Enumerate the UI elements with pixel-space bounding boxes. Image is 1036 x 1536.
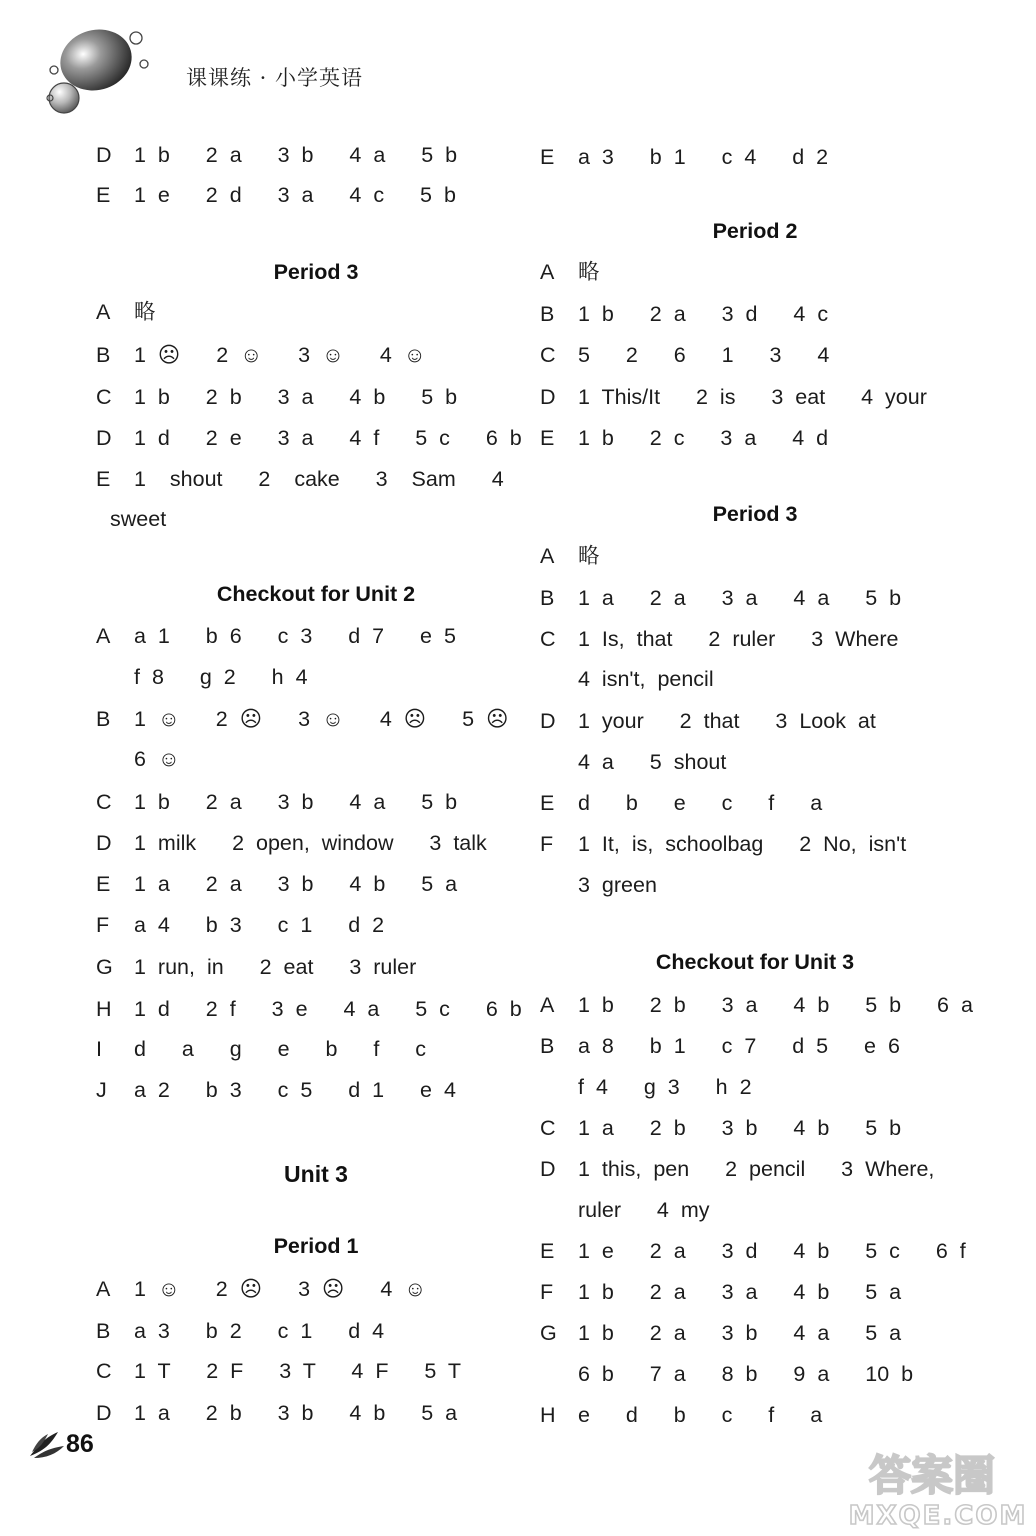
exercise-letter: H <box>96 997 112 1021</box>
answer-text: 3 green <box>578 873 657 897</box>
answer-text: 6 b 7 a 8 b 9 a 10 b <box>578 1362 914 1386</box>
answer-line <box>96 341 426 369</box>
exercise-letter: A <box>540 260 555 284</box>
answer-text: 4 isn't, pencil <box>578 667 714 691</box>
svg-text:答案圈: 答案圈 <box>868 1451 996 1500</box>
answer-line <box>540 748 726 776</box>
exercise-letter: D <box>540 1157 556 1181</box>
answer-line <box>96 1076 456 1104</box>
answer-text: f 8 g 2 h 4 <box>134 665 308 689</box>
answer-line <box>540 1155 934 1183</box>
answer-text: 1 d 2 e 3 a 4 f 5 c 6 b <box>134 426 522 450</box>
answer-line <box>540 665 714 693</box>
answer-text: 1 your 2 that 3 Look at <box>578 709 876 733</box>
answer-line <box>96 1035 426 1063</box>
answer-text: 1 ☺ 2 ☹ 3 ☺ 4 ☹ 5 ☹ <box>134 707 509 731</box>
exercise-letter: D <box>96 1401 112 1425</box>
exercise-letter: H <box>540 1403 556 1427</box>
leaf-ornament-icon <box>28 1428 68 1460</box>
exercise-letter: G <box>96 955 113 979</box>
exercise-letter: F <box>540 832 554 856</box>
answer-line <box>540 830 906 858</box>
answer-line <box>540 1278 901 1306</box>
exercise-letter: B <box>540 1034 555 1058</box>
answer-text: d a g e b f c <box>134 1037 427 1061</box>
answer-text: 5 2 6 1 3 4 <box>578 343 830 367</box>
answer-text: 1 e 2 d 3 a 4 c 5 b <box>134 183 456 207</box>
answer-line <box>540 1032 900 1060</box>
answer-line <box>540 1237 966 1265</box>
exercise-letter: C <box>96 385 112 409</box>
exercise-letter: D <box>96 831 112 855</box>
exercise-letter: E <box>96 183 111 207</box>
answer-line <box>540 424 828 452</box>
answer-line <box>540 871 657 899</box>
exercise-letter: D <box>540 385 556 409</box>
pebbles-logo-icon <box>44 14 164 118</box>
answer-line <box>540 625 899 653</box>
answer-text: f 4 g 3 h 2 <box>578 1075 752 1099</box>
section-heading: Period 3 <box>712 502 798 526</box>
exercise-letter: C <box>540 343 556 367</box>
answer-line <box>96 298 156 326</box>
exercise-letter: B <box>540 586 555 610</box>
section-heading: Period 2 <box>712 219 798 243</box>
answer-text: d b e c f a <box>578 791 823 815</box>
exercise-letter: C <box>540 627 556 651</box>
answer-line <box>96 1275 426 1303</box>
answer-text: 1 a 2 b 3 b 4 b 5 a <box>134 1401 458 1425</box>
answer-line <box>540 300 828 328</box>
section-heading: Period 3 <box>273 260 359 284</box>
answer-line <box>96 705 508 733</box>
answer-line <box>540 383 927 411</box>
answer-text: a 4 b 3 c 1 d 2 <box>134 913 385 937</box>
answer-text: 1 b 2 a 3 d 4 c <box>578 302 829 326</box>
exercise-letter: D <box>96 426 112 450</box>
exercise-letter: C <box>96 1359 112 1383</box>
answer-line <box>540 789 822 817</box>
section-heading: Checkout for Unit 2 <box>216 582 416 606</box>
answer-line <box>540 1401 822 1429</box>
answer-text: 1 This/It 2 is 3 eat 4 your <box>578 385 927 409</box>
section-heading: Checkout for Unit 3 <box>655 950 855 974</box>
answer-line <box>96 745 180 773</box>
answer-text: 略 <box>578 260 600 284</box>
section-heading: Unit 3 <box>284 1161 348 1187</box>
answer-line <box>96 383 457 411</box>
exercise-letter: G <box>540 1321 557 1345</box>
answer-text: 1 T 2 F 3 T 4 F 5 T <box>134 1359 462 1383</box>
answer-line <box>96 953 416 981</box>
answer-text: 1 b 2 a 3 b 4 a 5 b <box>134 790 458 814</box>
svg-text:MXQE.COM: MXQE.COM <box>848 1501 1028 1530</box>
answer-text: a 3 b 1 c 4 d 2 <box>578 145 829 169</box>
answer-text: 1 a 2 a 3 b 4 b 5 a <box>134 872 458 896</box>
answer-line <box>96 995 522 1023</box>
exercise-letter: A <box>96 624 111 648</box>
answer-line <box>540 542 600 570</box>
answer-line <box>96 1357 461 1385</box>
exercise-letter: B <box>96 1319 111 1343</box>
exercise-letter: A <box>96 300 111 324</box>
exercise-letter: E <box>540 145 555 169</box>
answer-text: 1 b 2 a 3 b 4 a 5 a <box>578 1321 902 1345</box>
section-heading: Period 1 <box>273 1234 359 1258</box>
answer-line <box>96 870 457 898</box>
answer-text: 1 ☹ 2 ☺ 3 ☺ 4 ☺ <box>134 343 426 367</box>
answer-line <box>96 505 166 533</box>
answer-text: a 1 b 6 c 3 d 7 e 5 <box>134 624 456 648</box>
exercise-letter: D <box>540 709 556 733</box>
exercise-letter: A <box>540 993 555 1017</box>
exercise-letter: A <box>96 1277 111 1301</box>
answer-text: sweet <box>110 507 167 531</box>
answer-line <box>96 622 456 650</box>
exercise-letter: D <box>96 143 112 167</box>
answer-text: a 2 b 3 c 5 d 1 e 4 <box>134 1078 456 1102</box>
answer-line <box>96 141 457 169</box>
exercise-letter: B <box>540 302 555 326</box>
exercise-letter: B <box>96 343 111 367</box>
answer-line <box>96 829 487 857</box>
answer-line <box>96 1317 384 1345</box>
answer-text: ruler 4 my <box>578 1198 710 1222</box>
answer-text: 1 d 2 f 3 e 4 a 5 c 6 b <box>134 997 522 1021</box>
answer-text: 1 b 2 b 3 a 4 b 5 b 6 a <box>578 993 973 1017</box>
answer-line <box>540 143 828 171</box>
answer-line <box>96 465 504 493</box>
answer-line <box>96 788 457 816</box>
answer-line <box>540 707 876 735</box>
answer-text: 1 e 2 a 3 d 4 b 5 c 6 f <box>578 1239 966 1263</box>
answer-text: a 3 b 2 c 1 d 4 <box>134 1319 385 1343</box>
answer-text: 1 shout 2 cake 3 Sam 4 <box>134 467 504 491</box>
answer-line <box>96 1399 457 1427</box>
answer-line <box>96 663 308 691</box>
exercise-letter: A <box>540 544 555 568</box>
answer-line <box>96 911 384 939</box>
answer-text: 1 this, pen 2 pencil 3 Where, <box>578 1157 935 1181</box>
answer-text: 1 b 2 c 3 a 4 d <box>578 426 829 450</box>
answer-line <box>96 424 522 452</box>
answer-text: 1 a 2 b 3 b 4 b 5 b <box>578 1116 902 1140</box>
answer-text: 1 It, is, schoolbag 2 No, isn't <box>578 832 907 856</box>
answer-text: 略 <box>578 544 600 568</box>
answer-line <box>96 181 456 209</box>
answer-line <box>540 1114 901 1142</box>
exercise-letter: F <box>540 1280 554 1304</box>
answer-text: 6 ☺ <box>134 747 180 771</box>
answer-line <box>540 584 901 612</box>
answer-text: 1 run, in 2 eat 3 ruler <box>134 955 417 979</box>
answer-line <box>540 1360 913 1388</box>
answer-line <box>540 991 973 1019</box>
answer-site-watermark <box>842 1446 1028 1530</box>
answer-line <box>540 1319 901 1347</box>
answer-text: e d b c f a <box>578 1403 823 1427</box>
exercise-letter: J <box>96 1078 107 1102</box>
exercise-letter: I <box>96 1037 102 1061</box>
exercise-letter: C <box>96 790 112 814</box>
exercise-letter: B <box>96 707 111 731</box>
exercise-letter: E <box>540 426 555 450</box>
exercise-letter: E <box>96 467 111 491</box>
answer-line <box>540 1073 752 1101</box>
book-title: 课课练 · 小学英语 <box>186 66 364 90</box>
exercise-letter: F <box>96 913 110 937</box>
exercise-letter: E <box>540 1239 555 1263</box>
page-number: 86 <box>66 1430 94 1458</box>
answer-line <box>540 258 600 286</box>
answer-text: 1 Is, that 2 ruler 3 Where <box>578 627 899 651</box>
exercise-letter: E <box>540 791 555 815</box>
exercise-letter: C <box>540 1116 556 1140</box>
answer-text: 1 a 2 a 3 a 4 a 5 b <box>578 586 902 610</box>
answer-line <box>540 1196 710 1224</box>
answer-text: 1 b 2 a 3 b 4 a 5 b <box>134 143 458 167</box>
answer-text: a 8 b 1 c 7 d 5 e 6 <box>578 1034 900 1058</box>
answer-line <box>540 341 829 369</box>
answer-text: 4 a 5 shout <box>578 750 727 774</box>
answer-text: 1 b 2 b 3 a 4 b 5 b <box>134 385 458 409</box>
answer-text: 1 milk 2 open, window 3 talk <box>134 831 487 855</box>
exercise-letter: E <box>96 872 111 896</box>
answer-text: 略 <box>134 300 156 324</box>
answer-text: 1 b 2 a 3 a 4 b 5 a <box>578 1280 902 1304</box>
answer-text: 1 ☺ 2 ☹ 3 ☹ 4 ☺ <box>134 1277 427 1301</box>
